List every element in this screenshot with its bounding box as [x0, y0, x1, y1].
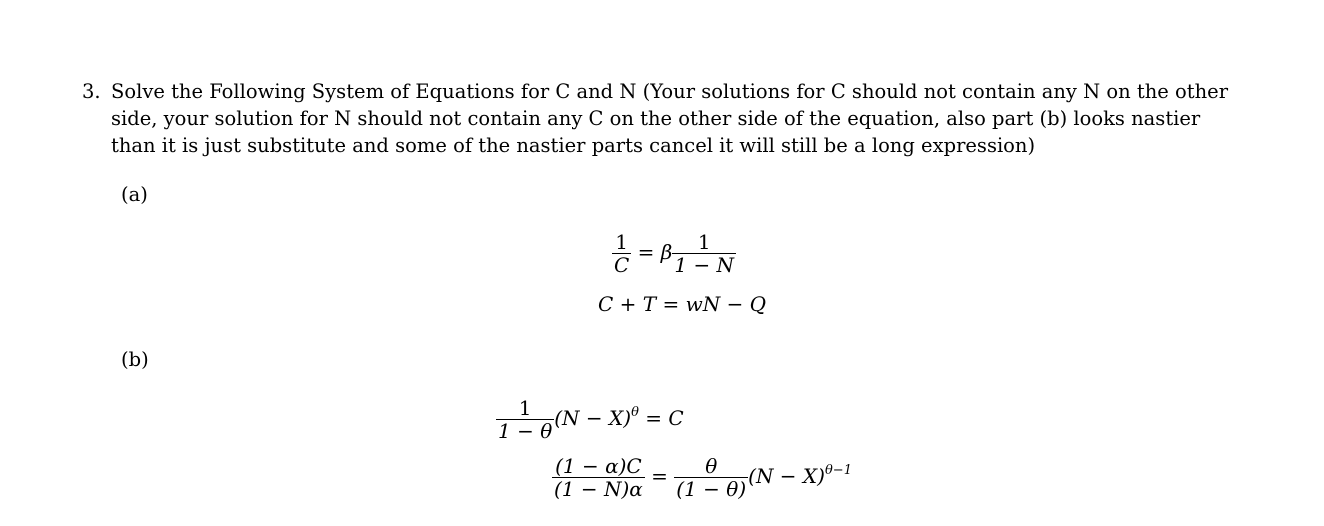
part-b-eq2-lhs-numerator: (1 − α)C — [555, 454, 642, 478]
part-a-eq1-lhs-denominator: C — [614, 253, 630, 277]
part-a-eq1-rhs-denominator: 1 − N — [674, 253, 735, 277]
part-b-eq1-rhs: = C — [638, 406, 684, 430]
problem-text: Solve the Following System of Equations for C and N (Your solutions for C should not contain any N on the other side, your solution for N should not contain any C on the other side of the equation, also part (b) looks nastier than it is just substitute and some of the nastier parts cancel it will still be a long expression) — [111, 80, 1229, 157]
part-b-eq1-numerator: 1 — [518, 396, 532, 420]
part-b-eq1-exponent: θ — [631, 405, 639, 420]
part-b-eq2-equals: = — [651, 464, 668, 488]
part-a-equation-2: C + T = wN − Q — [598, 292, 767, 316]
part-a-label: (a) — [121, 183, 148, 206]
part-b-eq1-body: (N − X) — [554, 406, 632, 430]
part-b-eq2-exponent: θ−1 — [824, 463, 852, 478]
part-b-equation-1 — [496, 397, 684, 442]
part-b-eq2-rhs-fraction — [674, 455, 748, 500]
part-b-eq1-denominator: 1 − θ — [498, 419, 553, 443]
problem-number: 3. — [82, 80, 101, 103]
part-a-eq1-lhs-numerator: 1 — [615, 230, 629, 254]
part-b-eq2-lhs-denominator: (1 − N)α — [554, 477, 643, 501]
part-a-equation-1 — [612, 231, 736, 276]
part-b-eq2-rhs-denominator: (1 − θ) — [676, 477, 747, 501]
part-b-label: (b) — [121, 348, 149, 371]
part-b-eq2-rhs-numerator: θ — [705, 454, 718, 478]
part-b-eq1-fraction — [496, 397, 554, 442]
part-a-eq1-rhs-numerator: 1 — [697, 230, 711, 254]
problem-statement — [82, 78, 1232, 159]
part-a-eq1-rhs-fraction — [672, 231, 736, 276]
part-b-equation-2 — [552, 455, 852, 500]
part-b-eq2-lhs-fraction — [552, 455, 645, 500]
part-a-eq1-equals-beta: = β — [637, 240, 673, 264]
part-b-eq2-body: (N − X) — [748, 464, 825, 488]
part-a-eq1-lhs-fraction — [612, 231, 631, 276]
